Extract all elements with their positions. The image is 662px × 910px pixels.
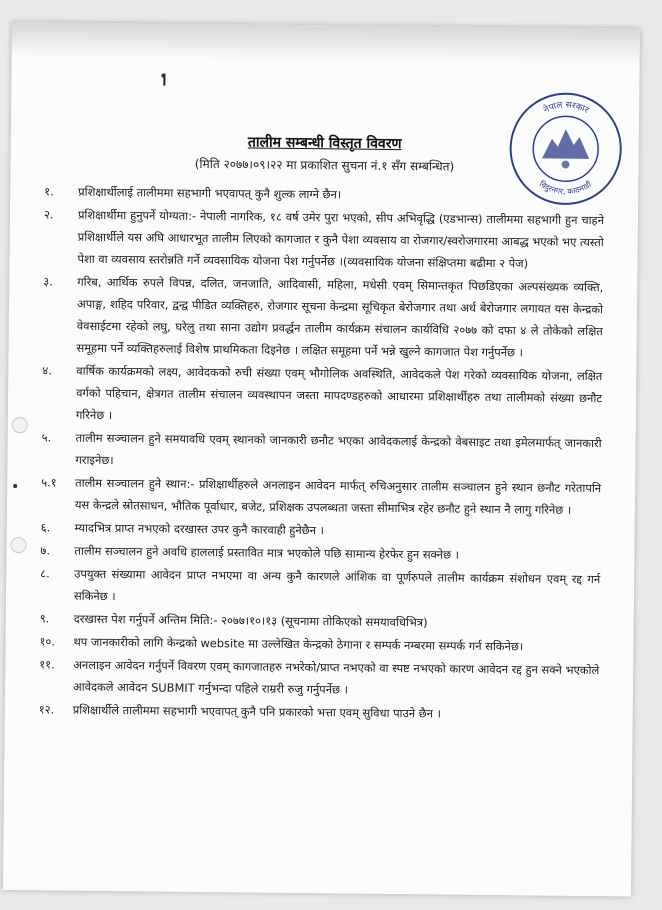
item-number: ४. (42, 363, 52, 378)
svg-text:नेपाल सरकार: नेपाल सरकार (542, 100, 591, 116)
list-item (41, 426, 601, 476)
item-number: ३. (43, 274, 53, 289)
punch-hole-lower (10, 537, 26, 553)
item-text: अनलाइन आवेदन गर्नुपर्ने विवरण एवम् कागजातहरु नभरेको/प्राप्त नभएको वा स्पष्ट नभएको कारण आवेदन रद्द हुन सक्ने भएकोले आवेदकले आवेदन SUBMIT गर्नुभन्दा पहिले राम्ररी रुजु गर्नुपर्नेछ । (72, 657, 600, 697)
list-item (40, 562, 600, 612)
document-title: तालीम सम्बन्धी विस्तृत विवरण (247, 134, 402, 153)
item-number: ८. (40, 566, 50, 581)
terms-list (39, 180, 605, 727)
item-number: ७. (40, 543, 51, 558)
document-page (3, 22, 640, 897)
item-number: ११. (39, 657, 55, 672)
item-text: थप जानकारीको लागि केन्द्रको website मा उल्लेखित केन्द्रको ठेगाना र सम्पर्क नम्बरमा सम्पर्क गर्न सकिनेछ। (73, 634, 524, 654)
list-item (42, 270, 603, 364)
item-text: तालीम सञ्चालन हुने अवधि हाललाई प्रस्तावित मात्र भएकोले पछि सामान्य हेरफेर हुन सक्नेछ । (74, 543, 460, 562)
item-text: गरिब, आर्थिक रुपले विपन्न, दलित, जनजाति, आदिवासी, महिला, मधेसी एवम् सिमान्तकृत पिछडिएका अल्पसंख्यक व्यक्ति, अपाङ्ग, शहिद परिवार, द्वन्द्व पीडित व्यक्तिहरु, रोजगार सूचना केन्द्रमा सूचिकृत बेरोजगार तथा अर्ध बेरोजगार लगायत यस केन्द्रको वेवसाईटमा रहेको लघु, घरेलु तथा साना उद्योग प्रवर्द्धन तालीम कार्यक्रम संचालन कार्यविधि २०७७ को दफा ४ ले तोकेको लक्षित समूहमा पर्ने व्यक्तिहरुलाई विशेष प्राथमिकता दिइनेछ । लक्षित समूहमा पर्ने भन्ने खुल्ने कागजात पेश गर्नुपर्नेछ । (76, 274, 604, 360)
item-text: उपयुक्त संख्यामा आवेदन प्राप्त नभएमा वा अन्य कुनै कारणले आंशिक वा पूर्णरुपले तालीम कार्यक्रम संशोधन एवम् रद्द गर्न सकिनेछ । (73, 566, 601, 604)
item-text: दरखास्त पेश गर्नुपर्ने अन्तिम मिति:- २०७७।१०।१३ (सूचनामा तोकिएको समयावधिभित्र) (73, 611, 428, 630)
list-item (43, 203, 604, 275)
item-number: ५.१ (41, 475, 57, 490)
item-number: १२. (38, 702, 55, 717)
item-number: ५. (41, 430, 52, 445)
document-subtitle: (मिति २०७७।०९।२२ मा प्रकाशित सुचना नं.१ सँग सम्बन्धित) (194, 156, 455, 174)
punch-hole-upper (12, 417, 28, 433)
item-text: म्यादभित्र प्राप्त नभएको दरखास्त उपर कुनै कारवाही हुनेछैन । (74, 520, 325, 538)
list-item (42, 359, 603, 431)
item-text: प्रशिक्षार्थीलाई तालीममा सहभागी भएवापत् कुनै शुल्क लाग्ने छैन। (78, 184, 342, 202)
item-text: तालीम सञ्चालन हुने समयावधि एवम् स्थानको जानकारी छनौट भएका आवेदकलाई केन्द्रको वेबसाइट तथा इमेलमार्फत् जानकारी गराइनेछ। (75, 430, 602, 468)
item-text: वार्षिक कार्यक्रमको लक्ष्य, आवेदकको रुची संख्या एवम् भौगोलिक अवस्थिति, आवेदकले पेश गरेको व्यवसायिक योजना, लक्षित वर्गको पहिचान, क्षेत्रगत तालीम संचालन व्यवस्थापन जस्ता मापदण्डहरुको आधारमा प्रशिक्षार्थीहरु तथा तालीमको संख्या छनौट गरिनेछ । (75, 363, 603, 423)
item-number: ९. (39, 611, 50, 626)
list-item (39, 653, 599, 703)
item-number: १. (44, 184, 54, 199)
list-item (39, 698, 599, 726)
list-item (41, 471, 601, 521)
item-number: २. (43, 207, 54, 222)
scan-speck (163, 74, 165, 86)
item-text: प्रशिक्षार्थीले तालीममा सहभागी भएवापत् कुनै पनि प्रकारको भत्ता एवम् सुविधा पाउने छैन । (72, 702, 442, 721)
item-number: १०. (39, 634, 56, 649)
svg-text:विदुरनगर, काठमाडौं: विदुरनगर, काठमाडौं (537, 179, 593, 197)
item-text: तालीम सञ्चालन हुने स्थान:- प्रशिक्षार्थीहरुले अनलाइन आवेदन मार्फत् रुचिअनुसार तालीम सञ्चालन हुने स्थान छनौट गरेतापनि यस केन्द्रले स्रोतसाधन, भौतिक पूर्वाधार, बजेट, प्रशिक्षक उपलब्धता जस्ता सीमाभित्र रहेर छनौट हुने स्थान नै लागु गरिनेछ । (74, 475, 602, 517)
binder-dot (13, 484, 17, 488)
item-text: प्रशिक्षार्थीमा हुनुपर्ने योग्यता:- नेपाली नागरिक, १८ वर्ष उमेर पुरा भएको, सीप अभिवृद्धि (एडभान्स) तालीममा सहभागी हुन चाहने प्रशिक्षार्थीले यस अघि आधारभूत तालीम लिएको कागजात र कुनै पेशा व्यवसाय वा रोजगार/स्वरोजगारमा आबद्ध भएको भए त्यस्तो पेशा वा व्यवसाय स्तरोन्नति गर्ने व्यवसायिक योजना पेश गर्नुपर्नेछ ।(व्यवसायिक योजना संक्षिप्तमा बढीमा २ पेज) (77, 207, 605, 271)
item-number: ६. (40, 520, 51, 535)
